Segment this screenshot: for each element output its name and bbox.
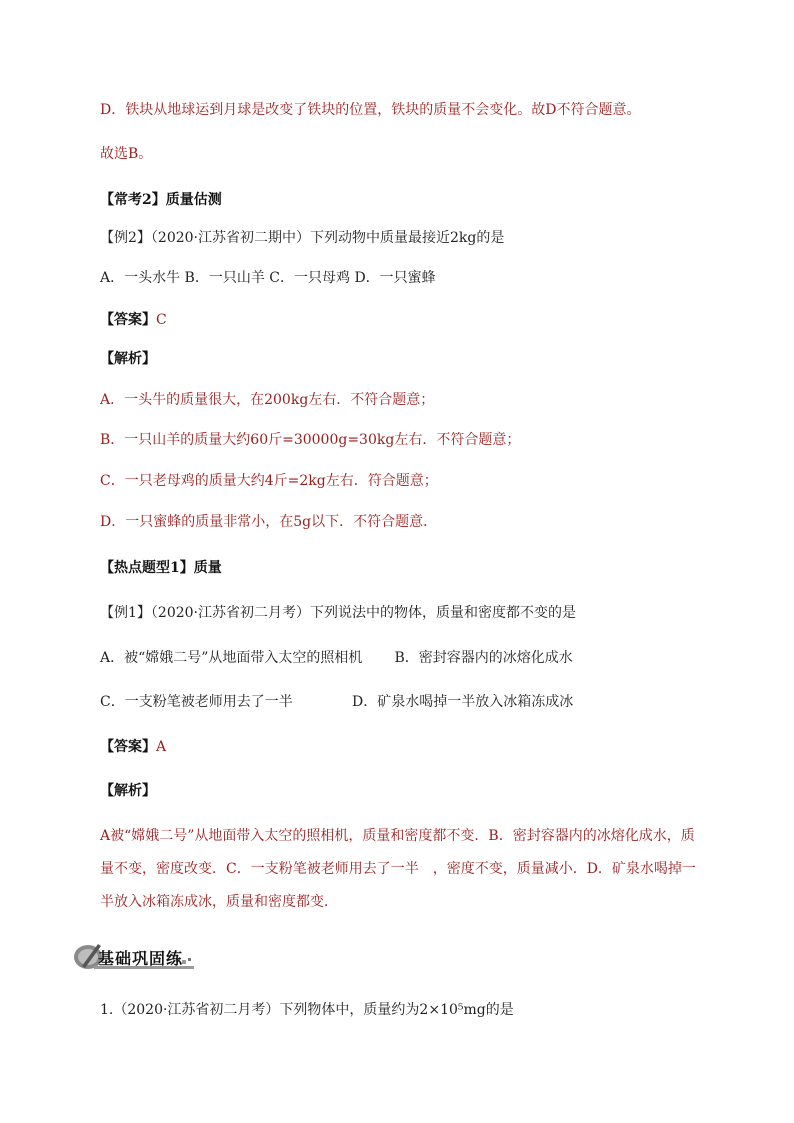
- section-title-hot-1: 【热点题型1】质量: [100, 560, 222, 576]
- analysis-line-d: D．一只蜜蜂的质量非常小，在5g以下．不符合题意．: [100, 514, 438, 530]
- option-c: C．一支粉笔被老师用去了一半: [100, 694, 293, 710]
- option-d: D．矿泉水喝掉一半放入冰箱冻成冰: [352, 694, 574, 710]
- exercise-1-question: 1.（2020·江苏省初二月考）下列物体中，质量约为2×10⁵mg的是: [100, 1002, 514, 1018]
- analysis-label: 【解析】: [100, 351, 156, 367]
- option-b: B．密封容器内的冰熔化成水: [394, 650, 573, 666]
- example-1-options-ab: [100, 648, 573, 668]
- answer-value: C: [156, 312, 167, 328]
- analysis-line-a: A．一头牛的质量很大，在200kg左右．不符合题意；: [100, 392, 435, 408]
- answer-label: 【答案】: [100, 739, 156, 755]
- example-1-analysis-paragraph: A被“嫦娥二号”从地面带入太空的照相机，质量和密度都不变．B．密封容器内的冰熔化成水，质量不变，密度改变．C．一支粉笔被老师用去了一半 ，密度不变，质量减小．D．矿泉水喝掉一半放入冰箱冻成冰，质量和密度都变．: [100, 828, 696, 910]
- example-1-question: 【例1】（2020·江苏省初二月考）下列说法中的物体，质量和密度都不变的是: [100, 605, 576, 621]
- example-2-answer: [100, 310, 167, 330]
- example-2-question: 【例2】（2020·江苏省初二期中）下列动物中质量最接近2kg的是: [100, 230, 505, 246]
- answer-label: 【答案】: [100, 312, 156, 328]
- analysis-label: 【解析】: [100, 783, 156, 799]
- banner-label: 基础巩固练: [98, 949, 184, 968]
- example-1-answer: [100, 737, 166, 757]
- analysis-line-c: C．一只老母鸡的质量大约4斤=2kg左右．符合题意；: [100, 473, 438, 489]
- option-a: A．被“嫦娥二号”从地面带入太空的照相机: [100, 650, 363, 666]
- section-title-common-2: 【常考2】质量估测: [100, 192, 222, 208]
- example-1-options-cd: [100, 692, 573, 712]
- answer-value: A: [156, 739, 167, 755]
- option-d-conclusion: D．铁块从地球运到月球是改变了铁块的位置，铁块的质量不会变化。故D不符合题意。: [100, 102, 641, 118]
- final-choice: 故选B。: [100, 146, 153, 162]
- basic-practice-banner: [72, 936, 202, 976]
- example-2-options: A．一头水牛 B．一只山羊 C．一只母鸡 D．一只蜜蜂: [100, 270, 436, 286]
- analysis-line-b: B．一只山羊的质量大约60斤=30000g=30kg左右．不符合题意；: [100, 432, 521, 448]
